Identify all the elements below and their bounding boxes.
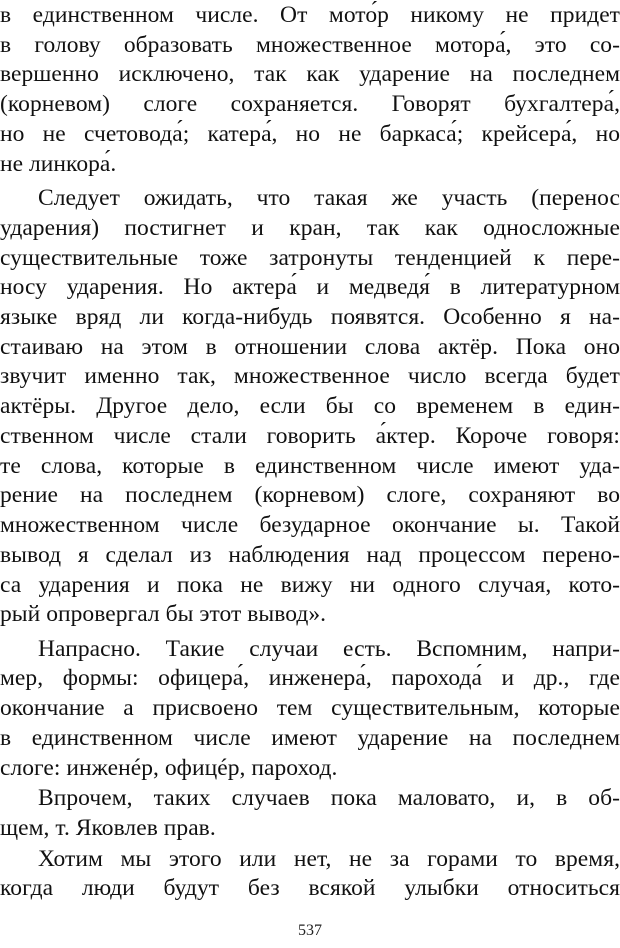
text-line: са ударения и пока не вижу ни одного случая, кото- <box>0 571 620 598</box>
text-line: вывод я сделал из наблюдения над процессом перено- <box>0 541 620 568</box>
text-line: когда люди будут без всякой улыбки относиться <box>0 875 620 902</box>
text-line: те слова, которые в единственном числе имеют уда- <box>0 452 620 479</box>
text-line: языке вряд ли когда-нибудь появятся. Особенно я на- <box>0 303 620 330</box>
text-line: щем, т. Яковлев прав. <box>0 815 216 841</box>
text-line: окончание а присвоено тем существительным, которые <box>0 695 620 722</box>
text-line: ударения) постигнет и кран, так как односложные <box>0 214 620 241</box>
text-line: но не счетовода́; катера́, но не баркаса́; крейсера́, но <box>0 120 620 147</box>
text-line: множественном числе безударное окончание ы. Такой <box>0 512 620 539</box>
text-line: рение на последнем (корневом) слоге, сохраняют во <box>0 482 620 509</box>
text-line: стаиваю на этом в отношении слова актёр. Пока оно <box>0 333 620 360</box>
text-line: Напрасно. Такие случаи есть. Вспомним, напри- <box>38 635 620 662</box>
text-line: в единственном числе. От мото́р никому не придет <box>0 2 620 28</box>
text-line: Впрочем, таких случаев пока маловато, и, в об- <box>38 785 620 812</box>
page-number: 537 <box>298 922 322 939</box>
text-line: звучит именно так, множественное число всегда будет <box>0 363 620 390</box>
text-line: ственном числе стали говорить а́ктер. Короче говоря: <box>0 422 620 449</box>
text-line: не линкора́. <box>0 150 117 177</box>
text-line: актёры. Другое дело, если бы со временем в един- <box>0 393 620 420</box>
text-line: Следует ожидать, что такая же участь (перенос <box>38 185 620 212</box>
text-line: слоге: инженéр, офицéр, пароход. <box>0 754 338 781</box>
text-line: Хотим мы этого или нет, не за горами то время, <box>38 845 620 872</box>
text-line: вершенно исключено, так как ударение на последнем <box>0 61 620 88</box>
text-line: мер, формы: офицера́, инженера́, парохода́ и др., где <box>0 665 620 692</box>
text-line: в голову образовать множественное мотора́, это со- <box>0 31 620 58</box>
text-line: существительные тоже затронуты тенденцией к пере- <box>0 244 620 271</box>
text-line: в единственном числе имеют ударение на последнем <box>0 724 620 751</box>
text-line: (корневом) слоге сохраняется. Говорят бухгалтера́, <box>0 91 620 118</box>
text-line: рый опровергал бы этот вывод». <box>0 601 327 628</box>
text-line: носу ударения. Но актера́ и медведя́ в литературном <box>0 274 620 301</box>
